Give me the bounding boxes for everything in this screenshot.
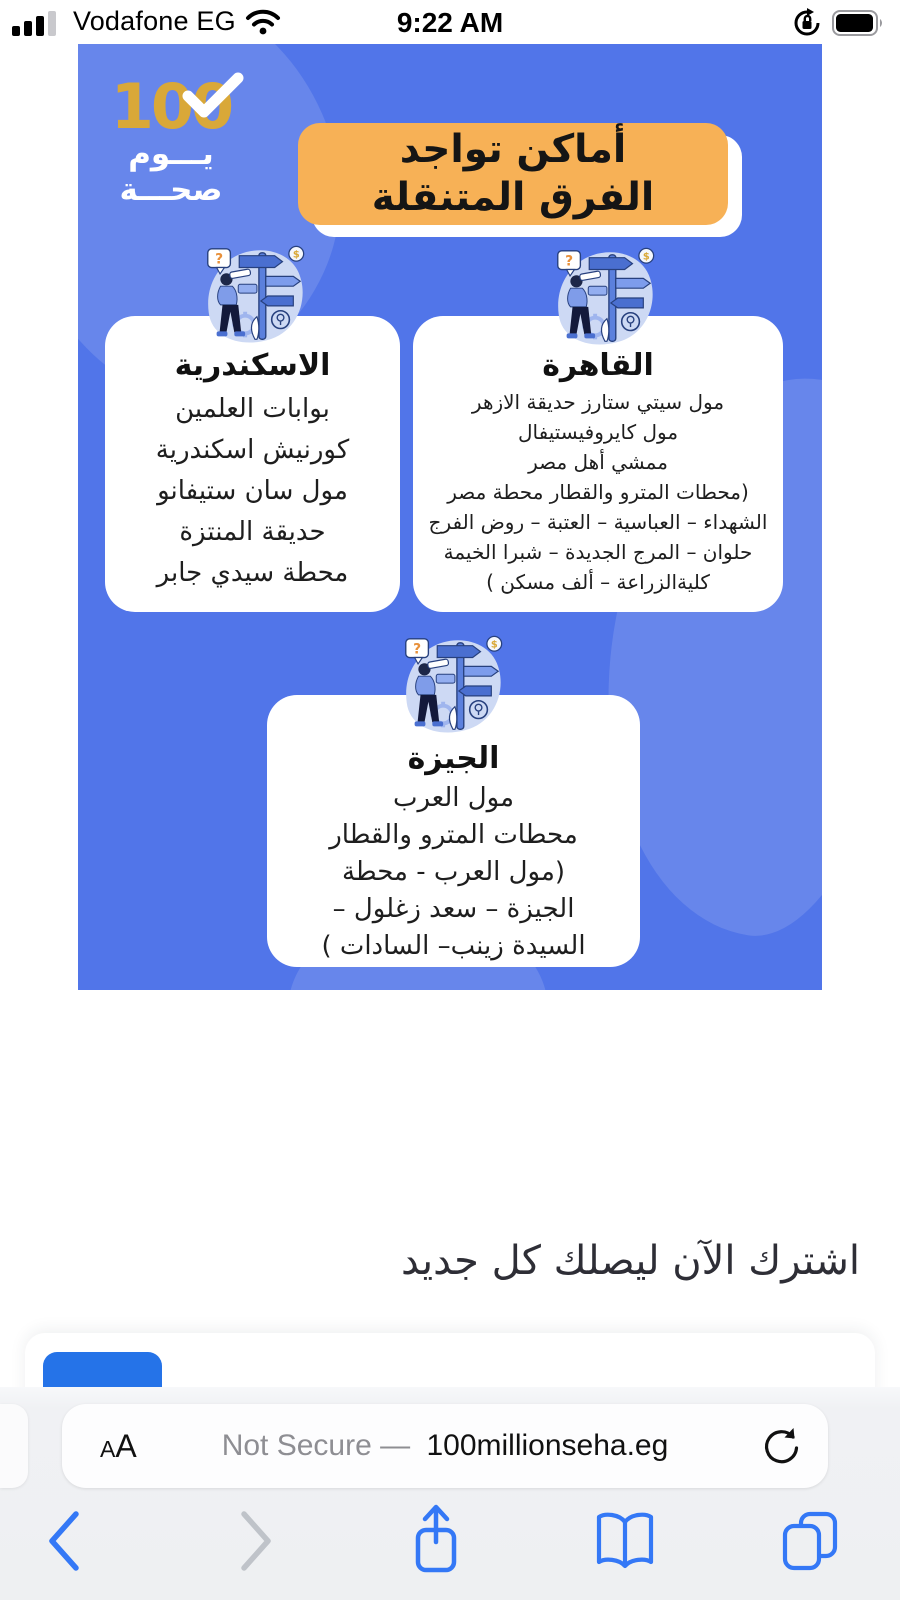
scout-illustration: [194, 240, 312, 355]
chevron-left-icon: [42, 1506, 86, 1576]
location-line: الجيزة – سعد زغلول –: [332, 894, 575, 924]
logo-number: 100: [110, 70, 232, 143]
scout-illustration: [392, 630, 510, 745]
back-button[interactable]: [29, 1495, 99, 1587]
status-bar-right: [791, 7, 888, 39]
carrier-label: Vodafone EG: [73, 6, 236, 36]
safari-bottom-chrome: [0, 1387, 900, 1600]
poster-title-banner: [298, 123, 728, 225]
location-line: مول سان ستيفانو: [157, 476, 348, 506]
location-line: مول العرب: [392, 783, 515, 813]
domain-label: 100millionseha.eg: [426, 1429, 669, 1462]
logo-word-top: يـــوم: [128, 136, 214, 172]
subscribe-heading: اشترك الآن ليصلك كل جديد: [401, 1238, 860, 1285]
card-title: القاهرة: [542, 348, 654, 383]
status-bar: [0, 0, 900, 44]
chevron-right-icon: [234, 1506, 278, 1576]
location-line: السيدة زينب– السادات ): [321, 931, 586, 961]
location-line: محطة سيدي جابر: [156, 558, 349, 588]
card-title: الجيزة: [407, 741, 500, 776]
tabs-icon: [779, 1508, 841, 1574]
rotation-lock-icon: [791, 7, 823, 39]
location-line: (محطات المترو والقطار محطة مصر: [447, 480, 749, 504]
reload-icon: [760, 1424, 804, 1468]
address-bar-text[interactable]: [142, 1404, 748, 1488]
location-card-alexandria: [105, 316, 400, 612]
book-icon: [593, 1508, 657, 1574]
tabs-button[interactable]: [775, 1495, 845, 1587]
location-line: حديقة المنتزة: [179, 517, 326, 547]
battery-icon: [832, 10, 888, 36]
location-line: (مول العرب - محطة: [341, 857, 566, 887]
location-line: حلوان – المرج الجديدة – شبرا الخيمة: [443, 540, 753, 564]
location-line: مول كايروفيستيفال: [517, 420, 679, 444]
location-line: ممشي أهل مصر: [528, 450, 668, 474]
address-bar[interactable]: [62, 1404, 828, 1488]
banner-line-2: الفرق المتنقلة: [371, 175, 655, 220]
card-lines: [105, 389, 400, 594]
reload-button[interactable]: [760, 1424, 804, 1468]
checkmark-icon: [180, 72, 244, 120]
card-lines: [267, 780, 640, 965]
banner-line-1: أماكن تواجد: [399, 127, 627, 172]
campaign-logo: [92, 70, 250, 208]
clock: 9:22 AM: [396, 7, 504, 38]
location-line: مول سيتي ستارز حديقة الازهر: [471, 390, 725, 414]
card-lines: [413, 387, 783, 597]
card-title: الاسكندرية: [174, 348, 331, 383]
location-line: الشهداء – العباسية – العتبة – روض الفرج: [428, 510, 768, 534]
logo-word-bottom: صحـــة: [119, 172, 223, 208]
security-status-label: Not Secure —: [221, 1429, 411, 1462]
location-line: بوابات العلمين: [175, 394, 330, 424]
adjacent-tab-peek[interactable]: [0, 1404, 28, 1488]
forward-button[interactable]: [221, 1495, 291, 1587]
share-icon: [405, 1502, 467, 1580]
location-line: كورنيش اسكندرية: [155, 435, 350, 465]
health-campaign-poster: [78, 44, 822, 990]
reader-mode-button[interactable]: AA: [92, 1404, 145, 1488]
location-line: محطات المترو والقطار: [329, 820, 578, 850]
location-line: كليةالزراعة – ألف مسكن ): [486, 570, 710, 594]
scout-illustration: [544, 242, 662, 357]
share-button[interactable]: [401, 1495, 471, 1587]
bookmarks-button[interactable]: [590, 1495, 660, 1587]
location-card-cairo: [413, 316, 783, 612]
